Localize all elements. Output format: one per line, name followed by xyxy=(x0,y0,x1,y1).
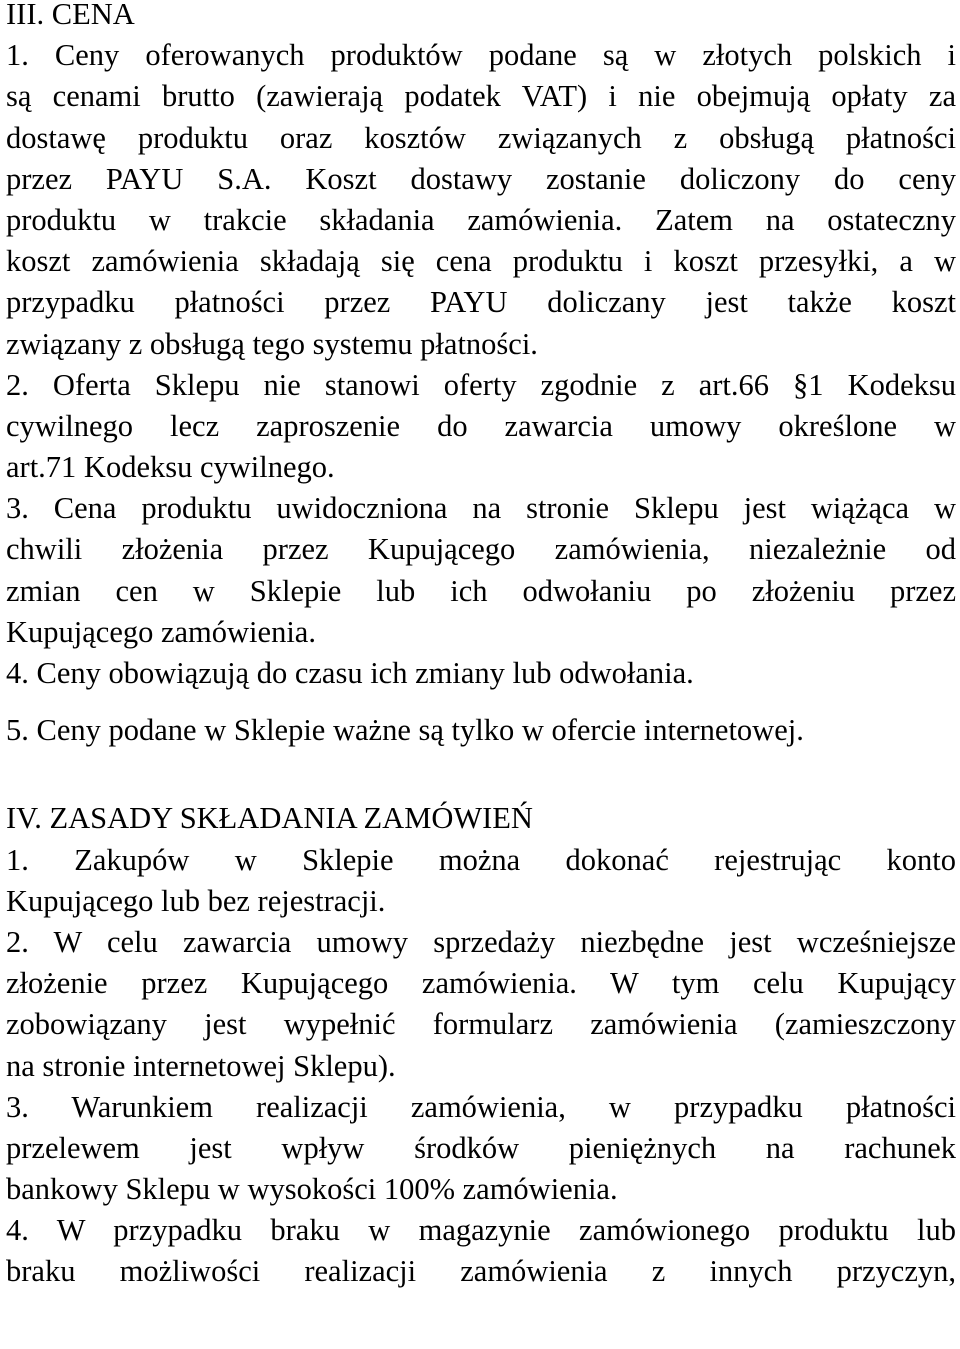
text-line: 2. W celu zawarcia umowy sprzedaży niezbędne jest wcześniejsze xyxy=(6,924,956,959)
paragraph-zasady-1 xyxy=(6,840,956,922)
text-line: na stronie internetowej Sklepu). xyxy=(6,1048,396,1083)
paragraph-cena-4: 4. Ceny obowiązują do czasu ich zmiany lub odwołania. xyxy=(6,656,694,690)
text-line: złożenie przez Kupującego zamówienia. W tym celu Kupujący xyxy=(6,966,956,1001)
text-line: art.71 Kodeksu cywilnego. xyxy=(6,450,335,485)
text-line: 4. W przypadku braku w magazynie zamówionego produktu lub xyxy=(6,1213,956,1248)
text-line: koszt zamówienia składają się cena produktu i koszt przesyłki, a w xyxy=(6,244,956,279)
paragraph-zasady-2 xyxy=(6,922,956,1087)
text-line: chwili złożenia przez Kupującego zamówienia, niezależnie od xyxy=(6,532,956,567)
text-line: cywilnego lecz zaproszenie do zawarcia umowy określone w xyxy=(6,408,956,443)
paragraph-zasady-4 xyxy=(6,1210,956,1292)
text-line: 3. Warunkiem realizacji zamówienia, w przypadku płatności xyxy=(6,1089,956,1124)
text-line: zobowiązany jest wypełnić formularz zamówienia (zamieszczony xyxy=(6,1007,956,1042)
text-line: 2. Oferta Sklepu nie stanowi oferty zgodnie z art.66 §1 Kodeksu xyxy=(6,367,956,402)
text-line: przelewem jest wpływ środków pieniężnych na rachunek xyxy=(6,1130,956,1165)
section-heading-cena: III. CENA xyxy=(6,0,135,31)
text-line: zmian cen w Sklepie lub ich odwołaniu po złożeniu przez xyxy=(6,573,956,608)
text-line: dostawę produktu oraz kosztów związanych z obsługą płatności xyxy=(6,120,956,155)
text-line: przypadku płatności przez PAYU doliczany jest także koszt xyxy=(6,285,956,320)
text-line: 1. Zakupów w Sklepie można dokonać rejestrując konto xyxy=(6,842,956,877)
paragraph-cena-5: 5. Ceny podane w Sklepie ważne są tylko w ofercie internetowej. xyxy=(6,713,804,748)
text-line: związany z obsługą tego systemu płatności. xyxy=(6,326,538,361)
document-page xyxy=(6,0,956,1293)
paragraph-cena-2 xyxy=(6,365,956,489)
paragraph-cena-1 xyxy=(6,35,956,365)
text-line: 1. Ceny oferowanych produktów podane są w złotych polskich i xyxy=(6,38,956,73)
text-line: 3. Cena produktu uwidoczniona na stronie Sklepu jest wiążąca w xyxy=(6,491,956,526)
text-line: Kupującego zamówienia. xyxy=(6,614,316,649)
text-line: bankowy Sklepu w wysokości 100% zamówienia. xyxy=(6,1172,618,1207)
section-heading-zasady: IV. ZASADY SKŁADANIA ZAMÓWIEŃ xyxy=(6,801,533,836)
text-line: braku możliwości realizacji zamówienia z innych przyczyn, xyxy=(6,1254,956,1289)
text-line: są cenami brutto (zawierają podatek VAT) i nie obejmują opłaty za xyxy=(6,79,956,114)
text-line: Kupującego lub bez rejestracji. xyxy=(6,883,386,918)
text-line: przez PAYU S.A. Koszt dostawy zostanie doliczony do ceny xyxy=(6,161,956,196)
paragraph-zasady-3 xyxy=(6,1087,956,1211)
paragraph-cena-3 xyxy=(6,488,956,653)
text-line: produktu w trakcie składania zamówienia. Zatem na ostateczny xyxy=(6,202,956,237)
